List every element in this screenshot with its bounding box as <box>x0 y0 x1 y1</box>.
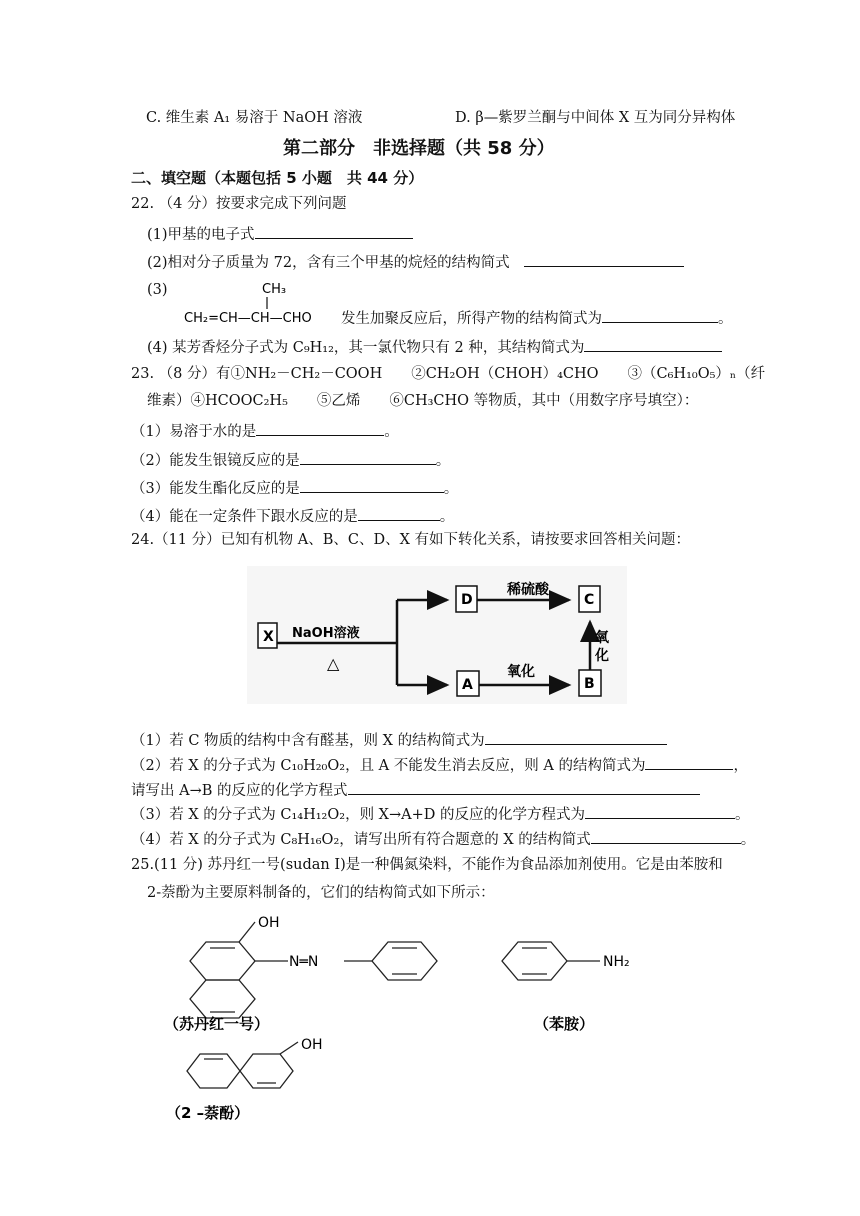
section2-title: 二、填空题（本题包括 5 小题 共 44 分） <box>131 169 424 187</box>
methyl-group-label: CH₃ <box>262 282 287 297</box>
answer-blank[interactable] <box>256 420 384 436</box>
answer-blank[interactable] <box>358 505 440 521</box>
nh2-label: NH₂ <box>603 954 630 970</box>
label-oxidation-h: 氧化 <box>507 664 535 680</box>
q24-part3-end: 。 <box>735 807 750 823</box>
q24-part4 <box>131 828 755 850</box>
q24-part3-text: （3）若 X 的分子式为 C₁₄H₁₂O₂，则 X→A+D 的反应的化学方程式为 <box>131 807 586 823</box>
answer-blank[interactable] <box>348 779 700 795</box>
q24-part2a-text: （2）若 X 的分子式为 C₁₀H₂₀O₂，且 A 不能发生消去反应，则 A 的结构简式为 <box>131 758 646 774</box>
label-naoh: NaOH溶液 <box>292 626 360 641</box>
q24-part4-end: 。 <box>740 832 756 848</box>
q23-part2-text: （2）能发生银镜反应的是 <box>131 453 300 469</box>
label-heat: △ <box>327 654 340 673</box>
q22-head: 22. （4 分）按要求完成下列问题 <box>131 196 347 212</box>
q24-part2a-end: ， <box>733 758 748 774</box>
q23-part2 <box>131 449 450 471</box>
conversion-diagram <box>247 566 627 704</box>
q23-part4-text: （4）能在一定条件下跟水反应的是 <box>131 509 358 525</box>
part2-title: 第二部分 非选择题（共 58 分） <box>283 138 555 159</box>
q24-part2b-text: 请写出 A→B 的反应的化学方程式 <box>131 783 348 799</box>
label-c: C <box>584 592 595 608</box>
structures-figure <box>160 908 680 1133</box>
option-c: C. 维生素 A₁ 易溶于 NaOH 溶液 <box>146 110 363 126</box>
answer-blank[interactable] <box>602 307 718 323</box>
monomer-structure <box>178 276 348 328</box>
q24-part1-text: （1）若 C 物质的结构中含有醛基，则 X 的结构简式为 <box>131 733 485 749</box>
q23-end: 。 <box>435 453 451 469</box>
q23-part1 <box>131 420 399 442</box>
q23-part3 <box>131 477 458 499</box>
answer-blank[interactable] <box>524 251 684 267</box>
q22-part2 <box>147 251 684 273</box>
answer-blank[interactable] <box>300 477 444 493</box>
q25-head: 25.(11 分) 苏丹红一号(sudan Ⅰ)是一种偶氮染料，不能作为食品添加剂使用。它是由苯胺和 <box>131 857 723 873</box>
azo-label: N═N <box>289 954 319 970</box>
label-oxidation-v2: 化 <box>595 648 609 664</box>
q22-part1 <box>147 223 413 245</box>
oh-label-1: OH <box>258 915 280 931</box>
q23-head2: 维素）④HCOOC₂H₅ ⑤乙烯 ⑥CH₃CHO 等物质，其中（用数字序号填空）： <box>147 393 699 409</box>
caption-naphthol: （2 –萘酚） <box>166 1104 250 1122</box>
monomer-chain-label: CH₂=CH—CH—CHO <box>184 311 312 326</box>
q24-part1 <box>131 729 667 751</box>
q24-part2a <box>131 754 748 776</box>
q24-part3 <box>131 803 750 825</box>
label-b: B <box>584 676 595 692</box>
option-d: D. β—紫罗兰酮与中间体 X 互为同分异构体 <box>455 110 736 126</box>
answer-blank[interactable] <box>645 754 733 770</box>
q22-part2-text: (2)相对分子质量为 72，含有三个甲基的烷烃的结构简式 <box>147 255 510 271</box>
q24-part4-text: （4）若 X 的分子式为 C₈H₁₆O₂，请写出所有符合题意的 X 的结构简式 <box>131 832 591 848</box>
answer-blank[interactable] <box>255 223 413 239</box>
label-dilute-acid: 稀硫酸 <box>507 582 549 598</box>
answer-blank[interactable] <box>584 336 722 352</box>
q24-head: 24.（11 分）已知有机物 A、B、C、D、X 有如下转化关系，请按要求回答相关问题： <box>131 532 691 548</box>
q24-part2b <box>131 779 700 801</box>
q23-part3-text: （3）能发生酯化反应的是 <box>131 481 300 497</box>
answer-blank[interactable] <box>485 729 667 745</box>
q22-part3-label: (3) <box>147 282 168 298</box>
q23-end: 。 <box>439 509 455 525</box>
oh-bond-1 <box>239 922 255 942</box>
q22-part1-text: (1)甲基的电子式 <box>147 227 255 243</box>
label-x: X <box>263 629 274 645</box>
q23-head: 23. （8 分）有①NH₂－CH₂－COOH ②CH₂OH（CHOH）₄CHO ③（C₆H₁₀O₅）ₙ（纤 <box>131 366 766 382</box>
answer-blank[interactable] <box>585 803 735 819</box>
q22-part4 <box>147 336 722 358</box>
q23-part4 <box>131 505 454 527</box>
oh-label-2: OH <box>301 1037 323 1053</box>
q22-part4-text: (4) 某芳香烃分子式为 C₉H₁₂，其一氯代物只有 2 种，其结构简式为 <box>147 340 585 356</box>
q23-end: 。 <box>384 424 399 440</box>
q23-end: 。 <box>443 481 459 497</box>
q25-head2: 2-萘酚为主要原料制备的，它们的结构简式如下所示： <box>147 885 495 901</box>
q22-part3 <box>341 307 733 329</box>
caption-sudan: （苏丹红一号） <box>164 1015 270 1033</box>
oh-bond-2 <box>280 1042 298 1054</box>
answer-blank[interactable] <box>300 449 436 465</box>
q22-part3-end: 。 <box>718 311 733 327</box>
answer-blank[interactable] <box>591 828 741 844</box>
q23-part1-text: （1）易溶于水的是 <box>131 424 257 440</box>
caption-aniline: （苯胺） <box>534 1015 595 1033</box>
label-a: A <box>462 677 473 693</box>
q22-part3-text: 发生加聚反应后，所得产物的结构简式为 <box>341 311 602 327</box>
label-oxidation-v1: 氧 <box>595 630 609 646</box>
label-d: D <box>461 592 473 608</box>
